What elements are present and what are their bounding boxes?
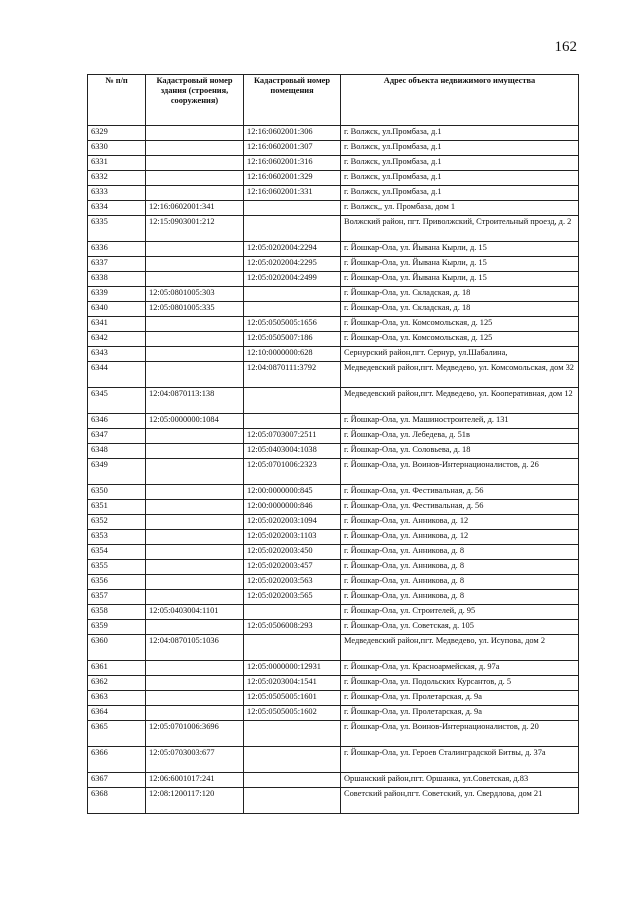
address-cell: г. Йошкар-Ола, ул. Анникова, д. 12 — [341, 530, 579, 545]
address-cell: г. Йошкар-Ола, ул. Анникова, д. 8 — [341, 575, 579, 590]
building-cadastral-cell: 12:05:0403004:1101 — [146, 605, 244, 620]
address-cell: г. Йошкар-Ола, ул. Йывана Кырли, д. 15 — [341, 242, 579, 257]
building-cadastral-cell — [146, 590, 244, 605]
address-cell: г. Йошкар-Ола, ул. Подольских Курсантов, д. 5 — [341, 676, 579, 691]
table-row — [88, 347, 579, 362]
building-cadastral-cell: 12:05:0701006:3696 — [146, 721, 244, 747]
building-cadastral-cell — [146, 560, 244, 575]
building-cadastral-cell: 12:05:0801005:335 — [146, 302, 244, 317]
building-cadastral-cell: 12:08:1200117:120 — [146, 788, 244, 814]
address-cell: г. Йошкар-Ола, ул. Комсомольская, д. 125 — [341, 332, 579, 347]
address-cell: Медведевский район,пгт. Медведево, ул. Кооперативная, дом 12 — [341, 388, 579, 414]
room-cadastral-cell — [244, 216, 341, 242]
address-cell: г. Йошкар-Ола, ул. Воинов-Интернационалистов, д. 26 — [341, 459, 579, 485]
address-cell: г. Йошкар-Ола, ул. Воинов-Интернационалистов, д. 20 — [341, 721, 579, 747]
table-row — [88, 272, 579, 287]
building-cadastral-cell — [146, 317, 244, 332]
room-cadastral-cell: 12:16:0602001:307 — [244, 141, 341, 156]
room-cadastral-cell: 12:05:0506008:293 — [244, 620, 341, 635]
table-row — [88, 141, 579, 156]
address-cell: г. Волжск, ул.Промбаза, д.1 — [341, 186, 579, 201]
room-cadastral-cell — [244, 635, 341, 661]
room-cadastral-cell — [244, 414, 341, 429]
header-room-cadastral: Кадастровый номер помещения — [244, 75, 341, 126]
address-cell: г. Йошкар-Ола, ул. Анникова, д. 8 — [341, 545, 579, 560]
property-registry-table — [87, 74, 579, 814]
address-cell: г. Йошкар-Ола, ул. Анникова, д. 12 — [341, 515, 579, 530]
address-cell: г. Йошкар-Ола, ул. Комсомольская, д. 125 — [341, 317, 579, 332]
room-cadastral-cell: 12:05:0202003:450 — [244, 545, 341, 560]
table-row — [88, 706, 579, 721]
table-row — [88, 691, 579, 706]
row-number-cell: 6346 — [88, 414, 146, 429]
room-cadastral-cell: 12:05:0505005:1656 — [244, 317, 341, 332]
room-cadastral-cell: 12:10:0000000:628 — [244, 347, 341, 362]
table-row — [88, 429, 579, 444]
row-number-cell: 6330 — [88, 141, 146, 156]
row-number-cell: 6354 — [88, 545, 146, 560]
room-cadastral-cell: 12:05:0202004:2499 — [244, 272, 341, 287]
address-cell: г. Йошкар-Ола, ул. Йывана Кырли, д. 15 — [341, 257, 579, 272]
header-number: № п/п — [88, 75, 146, 126]
building-cadastral-cell — [146, 676, 244, 691]
table-row — [88, 257, 579, 272]
row-number-cell: 6355 — [88, 560, 146, 575]
row-number-cell: 6363 — [88, 691, 146, 706]
header-building-cadastral: Кадастровый номер здания (строения, сооружения) — [146, 75, 244, 126]
table-row — [88, 676, 579, 691]
address-cell: г. Йошкар-Ола, ул. Красноармейская, д. 97а — [341, 661, 579, 676]
row-number-cell: 6331 — [88, 156, 146, 171]
building-cadastral-cell — [146, 141, 244, 156]
table-row — [88, 302, 579, 317]
row-number-cell: 6368 — [88, 788, 146, 814]
table-row — [88, 216, 579, 242]
table-row — [88, 201, 579, 216]
row-number-cell: 6332 — [88, 171, 146, 186]
table-row — [88, 747, 579, 773]
room-cadastral-cell: 12:05:0202003:1103 — [244, 530, 341, 545]
building-cadastral-cell — [146, 362, 244, 388]
address-cell: г. Йошкар-Ола, ул. Героев Сталинградской Битвы, д. 37а — [341, 747, 579, 773]
address-cell: г. Волжск, ул.Промбаза, д.1 — [341, 156, 579, 171]
address-cell: г. Йошкар-Ола, ул. Фестивальная, д. 56 — [341, 500, 579, 515]
building-cadastral-cell — [146, 515, 244, 530]
building-cadastral-cell: 12:05:0801005:303 — [146, 287, 244, 302]
room-cadastral-cell: 12:05:0000000:12931 — [244, 661, 341, 676]
table-row — [88, 560, 579, 575]
row-number-cell: 6349 — [88, 459, 146, 485]
address-cell: г. Йошкар-Ола, ул. Складская, д. 18 — [341, 287, 579, 302]
table-row — [88, 590, 579, 605]
address-cell: г. Йошкар-Ола, ул. Пролетарская, д. 9а — [341, 706, 579, 721]
row-number-cell: 6347 — [88, 429, 146, 444]
building-cadastral-cell — [146, 242, 244, 257]
address-cell: г. Йошкар-Ола, ул. Строителей, д. 95 — [341, 605, 579, 620]
building-cadastral-cell — [146, 171, 244, 186]
row-number-cell: 6356 — [88, 575, 146, 590]
table-row — [88, 242, 579, 257]
building-cadastral-cell — [146, 126, 244, 141]
building-cadastral-cell — [146, 257, 244, 272]
room-cadastral-cell: 12:16:0602001:329 — [244, 171, 341, 186]
row-number-cell: 6359 — [88, 620, 146, 635]
address-cell: Оршанский район,пгт. Оршанка, ул.Советская, д.83 — [341, 773, 579, 788]
row-number-cell: 6367 — [88, 773, 146, 788]
row-number-cell: 6335 — [88, 216, 146, 242]
row-number-cell: 6351 — [88, 500, 146, 515]
table-row — [88, 485, 579, 500]
row-number-cell: 6334 — [88, 201, 146, 216]
row-number-cell: 6345 — [88, 388, 146, 414]
building-cadastral-cell — [146, 530, 244, 545]
room-cadastral-cell: 12:05:0203004:1541 — [244, 676, 341, 691]
header-address: Адрес объекта недвижимого имущества — [341, 75, 579, 126]
table-row — [88, 620, 579, 635]
table-row — [88, 575, 579, 590]
row-number-cell: 6329 — [88, 126, 146, 141]
table-row — [88, 444, 579, 459]
row-number-cell: 6340 — [88, 302, 146, 317]
building-cadastral-cell: 12:04:0870113:138 — [146, 388, 244, 414]
row-number-cell: 6337 — [88, 257, 146, 272]
room-cadastral-cell: 12:05:0202003:457 — [244, 560, 341, 575]
address-cell: Сернурский район,пгт. Сернур, ул.Шабалина, — [341, 347, 579, 362]
row-number-cell: 6362 — [88, 676, 146, 691]
room-cadastral-cell: 12:05:0202003:1094 — [244, 515, 341, 530]
room-cadastral-cell — [244, 747, 341, 773]
room-cadastral-cell: 12:05:0703007:2511 — [244, 429, 341, 444]
address-cell: г. Йошкар-Ола, ул. Анникова, д. 8 — [341, 560, 579, 575]
table-row — [88, 635, 579, 661]
table-header-row — [88, 75, 579, 126]
row-number-cell: 6333 — [88, 186, 146, 201]
room-cadastral-cell — [244, 287, 341, 302]
table-row — [88, 332, 579, 347]
building-cadastral-cell — [146, 156, 244, 171]
row-number-cell: 6339 — [88, 287, 146, 302]
building-cadastral-cell — [146, 186, 244, 201]
table-row — [88, 515, 579, 530]
row-number-cell: 6361 — [88, 661, 146, 676]
row-number-cell: 6341 — [88, 317, 146, 332]
row-number-cell: 6338 — [88, 272, 146, 287]
table-row — [88, 362, 579, 388]
address-cell: г. Волжск, ул.Промбаза, д.1 — [341, 126, 579, 141]
building-cadastral-cell — [146, 500, 244, 515]
building-cadastral-cell — [146, 459, 244, 485]
table-row — [88, 605, 579, 620]
room-cadastral-cell: 12:04:0870111:3792 — [244, 362, 341, 388]
row-number-cell: 6357 — [88, 590, 146, 605]
address-cell: г. Волжск, ул.Промбаза, д.1 — [341, 141, 579, 156]
table-row — [88, 317, 579, 332]
table-row — [88, 500, 579, 515]
address-cell: г. Йошкар-Ола, ул. Анникова, д. 8 — [341, 590, 579, 605]
address-cell: г. Йошкар-Ола, ул. Йывана Кырли, д. 15 — [341, 272, 579, 287]
room-cadastral-cell: 12:05:0505005:1602 — [244, 706, 341, 721]
building-cadastral-cell — [146, 661, 244, 676]
room-cadastral-cell: 12:16:0602001:331 — [244, 186, 341, 201]
address-cell: Волжский район, пгт. Приволжский, Строительный проезд, д. 2 — [341, 216, 579, 242]
table-row — [88, 545, 579, 560]
room-cadastral-cell — [244, 788, 341, 814]
row-number-cell: 6352 — [88, 515, 146, 530]
address-cell: г. Йошкар-Ола, ул. Пролетарская, д. 9а — [341, 691, 579, 706]
address-cell: г. Волжск,, ул. Промбаза, дом 1 — [341, 201, 579, 216]
table-row — [88, 459, 579, 485]
room-cadastral-cell: 12:05:0505005:1601 — [244, 691, 341, 706]
room-cadastral-cell — [244, 605, 341, 620]
row-number-cell: 6344 — [88, 362, 146, 388]
room-cadastral-cell: 12:05:0202004:2295 — [244, 257, 341, 272]
room-cadastral-cell: 12:05:0202004:2294 — [244, 242, 341, 257]
table-body — [88, 126, 579, 814]
building-cadastral-cell — [146, 272, 244, 287]
building-cadastral-cell — [146, 545, 244, 560]
building-cadastral-cell: 12:16:0602001:341 — [146, 201, 244, 216]
room-cadastral-cell: 12:05:0202003:565 — [244, 590, 341, 605]
building-cadastral-cell — [146, 332, 244, 347]
row-number-cell: 6348 — [88, 444, 146, 459]
row-number-cell: 6353 — [88, 530, 146, 545]
row-number-cell: 6358 — [88, 605, 146, 620]
room-cadastral-cell: 12:00:0000000:846 — [244, 500, 341, 515]
building-cadastral-cell — [146, 691, 244, 706]
row-number-cell: 6365 — [88, 721, 146, 747]
room-cadastral-cell: 12:05:0202003:563 — [244, 575, 341, 590]
building-cadastral-cell — [146, 485, 244, 500]
address-cell: г. Йошкар-Ола, ул. Машиностроителей, д. 131 — [341, 414, 579, 429]
row-number-cell: 6360 — [88, 635, 146, 661]
table-row — [88, 788, 579, 814]
building-cadastral-cell — [146, 706, 244, 721]
building-cadastral-cell: 12:15:0903001:212 — [146, 216, 244, 242]
room-cadastral-cell: 12:00:0000000:845 — [244, 485, 341, 500]
table-row — [88, 414, 579, 429]
address-cell: Советский район,пгт. Советский, ул. Свердлова, дом 21 — [341, 788, 579, 814]
room-cadastral-cell: 12:05:0403004:1038 — [244, 444, 341, 459]
table-row — [88, 773, 579, 788]
building-cadastral-cell — [146, 347, 244, 362]
table-row — [88, 661, 579, 676]
table-row — [88, 530, 579, 545]
building-cadastral-cell — [146, 444, 244, 459]
building-cadastral-cell: 12:04:0870105:1036 — [146, 635, 244, 661]
building-cadastral-cell: 12:06:6001017:241 — [146, 773, 244, 788]
room-cadastral-cell: 12:05:0505007:186 — [244, 332, 341, 347]
building-cadastral-cell: 12:05:0000000:1084 — [146, 414, 244, 429]
building-cadastral-cell — [146, 429, 244, 444]
table-row — [88, 287, 579, 302]
row-number-cell: 6366 — [88, 747, 146, 773]
room-cadastral-cell — [244, 773, 341, 788]
row-number-cell: 6342 — [88, 332, 146, 347]
address-cell: г. Йошкар-Ола, ул. Фестивальная, д. 56 — [341, 485, 579, 500]
address-cell: г. Йошкар-Ола, ул. Складская, д. 18 — [341, 302, 579, 317]
table-row — [88, 388, 579, 414]
row-number-cell: 6350 — [88, 485, 146, 500]
room-cadastral-cell — [244, 302, 341, 317]
room-cadastral-cell — [244, 388, 341, 414]
row-number-cell: 6343 — [88, 347, 146, 362]
table-row — [88, 721, 579, 747]
address-cell: г. Йошкар-Ола, ул. Советская, д. 105 — [341, 620, 579, 635]
page-number: 162 — [554, 39, 577, 55]
table-row — [88, 156, 579, 171]
room-cadastral-cell — [244, 201, 341, 216]
building-cadastral-cell: 12:05:0703003:677 — [146, 747, 244, 773]
table-row — [88, 171, 579, 186]
table-row — [88, 126, 579, 141]
row-number-cell: 6364 — [88, 706, 146, 721]
room-cadastral-cell: 12:16:0602001:306 — [244, 126, 341, 141]
address-cell: г. Волжск, ул.Промбаза, д.1 — [341, 171, 579, 186]
address-cell: г. Йошкар-Ола, ул. Лебедева, д. 51в — [341, 429, 579, 444]
address-cell: Медведевский район,пгт. Медведево, ул. Комсомольская, дом 32 — [341, 362, 579, 388]
building-cadastral-cell — [146, 575, 244, 590]
room-cadastral-cell — [244, 721, 341, 747]
address-cell: г. Йошкар-Ола, ул. Соловьева, д. 18 — [341, 444, 579, 459]
room-cadastral-cell: 12:05:0701006:2323 — [244, 459, 341, 485]
table-row — [88, 186, 579, 201]
row-number-cell: 6336 — [88, 242, 146, 257]
building-cadastral-cell — [146, 620, 244, 635]
address-cell: Медведевский район,пгт. Медведево, ул. Исупова, дом 2 — [341, 635, 579, 661]
room-cadastral-cell: 12:16:0602001:316 — [244, 156, 341, 171]
